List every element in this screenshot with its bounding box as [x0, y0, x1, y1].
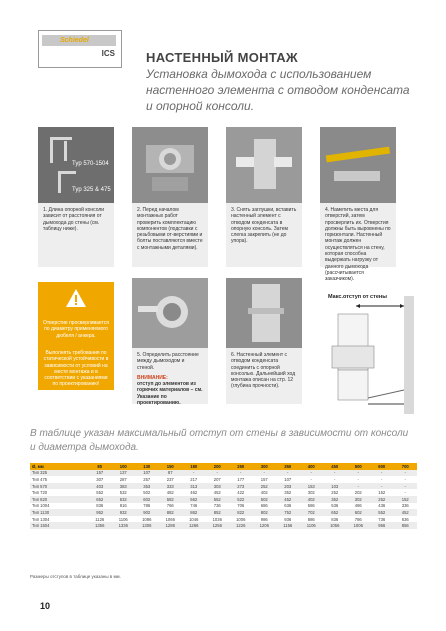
table-cell: 956	[370, 522, 394, 529]
table-cell: 402	[300, 496, 324, 503]
step-4-caption: 4. Наметить места для отверстий, затем просверлить их. Отверстия должны быть выровнены по горизонтали. Настенный монтаж должен осуществляться на стену, которая способна выдержать нагрузку от данного дымохода (рассчитывается заказчиком).	[320, 203, 396, 267]
table-cell: 177	[229, 476, 253, 483]
table-cell: -	[394, 483, 418, 490]
table-cell: 1046	[182, 516, 206, 523]
table-cell: 486	[347, 503, 371, 510]
table-row	[30, 483, 417, 490]
table-cell: 107	[276, 476, 300, 483]
page-title: НАСТЕННЫЙ МОНТАЖ	[146, 50, 298, 65]
table-cell: 752	[276, 509, 300, 516]
table-cell: Тип 570	[30, 483, 88, 490]
wall-distance-diagram	[316, 286, 420, 414]
table-cell: 552	[88, 489, 112, 496]
table-cell: Тип 475	[30, 476, 88, 483]
table-cell: -	[370, 483, 394, 490]
table-cell: 602	[347, 509, 371, 516]
table-cell: 1356	[88, 522, 112, 529]
table-header-cell: 250	[229, 463, 253, 470]
table-cell: 157	[253, 476, 277, 483]
table-cell: 482	[159, 489, 183, 496]
table-cell: 836	[88, 503, 112, 510]
table-cell: -	[394, 476, 418, 483]
table-cell: 152	[394, 496, 418, 503]
table-cell: 153	[300, 483, 324, 490]
photo-label-2: Typ 325 & 475	[72, 187, 111, 193]
table-cell: 652	[323, 509, 347, 516]
table-cell: 902	[135, 509, 159, 516]
table-cell: 1066	[159, 516, 183, 523]
table-cell: 336	[394, 503, 418, 510]
table-cell: -	[323, 470, 347, 477]
table-cell: 1006	[347, 522, 371, 529]
table-cell: 1226	[229, 522, 253, 529]
table-cell: 706	[229, 503, 253, 510]
table-cell: 736	[206, 503, 230, 510]
table-cell: 952	[88, 509, 112, 516]
table-cell: 532	[112, 489, 136, 496]
step-3-caption: 3. Снять заглушки, вставить настенный элемент с отводом конденсата в опорную консоль. Затем слегка закрепить (не до упора).	[226, 203, 302, 267]
chimney-diagram-icon	[316, 286, 420, 414]
photo-consoles	[38, 127, 114, 203]
table-cell: 302	[347, 496, 371, 503]
table-cell: 1286	[159, 522, 183, 529]
table-cell: Тип 820	[30, 496, 88, 503]
table-cell: -	[276, 470, 300, 477]
logo-model: ICS	[101, 49, 115, 58]
table-cell: 452	[394, 509, 418, 516]
table-cell: 273	[229, 483, 253, 490]
table-header-cell: 500	[347, 463, 371, 470]
table-cell: -	[347, 476, 371, 483]
table-header-cell: 300	[253, 463, 277, 470]
table-cell: 237	[159, 476, 183, 483]
table-cell: 1106	[300, 522, 324, 529]
table-cell: 686	[253, 503, 277, 510]
table-cell: Тип 1504	[30, 522, 88, 529]
measure-photo-icon	[132, 278, 208, 348]
table-cell: 746	[182, 503, 206, 510]
warning-icon	[65, 288, 87, 308]
table-cell: 207	[206, 476, 230, 483]
table-cell: 203	[276, 483, 300, 490]
photo-marking	[320, 127, 396, 203]
logo-bar	[42, 35, 116, 46]
table-cell: 936	[276, 516, 300, 523]
console-photo-icon	[38, 127, 114, 203]
table-cell: 1306	[135, 522, 159, 529]
table-cell: 257	[135, 476, 159, 483]
level-photo-icon	[320, 127, 396, 203]
photo-connect	[226, 278, 302, 348]
step-5-warn-title: ВНИМАНИЕ:	[137, 374, 168, 381]
table-cell: 882	[159, 509, 183, 516]
table-cell: 602	[135, 496, 159, 503]
table-header-cell: 700	[394, 463, 418, 470]
table-cell: 932	[112, 509, 136, 516]
table-cell: 87	[159, 470, 183, 477]
insert-photo-icon	[226, 127, 302, 203]
table-cell: Тип 325	[30, 470, 88, 477]
step-6-caption: 6. Настенный элемент с отводом конденсата соединить с опорной консолью. Дальнейший ход монтажа описан на стр. 12 (глубина прочности).	[226, 348, 302, 404]
table-cell: 1106	[112, 516, 136, 523]
table-cell: Тип 1130	[30, 509, 88, 516]
table-cell: 632	[112, 496, 136, 503]
table-cell: 856	[394, 522, 418, 529]
table-cell: 1126	[88, 516, 112, 523]
table-cell: 252	[253, 483, 277, 490]
table-row	[30, 503, 417, 510]
components-photo-icon	[132, 127, 208, 203]
table-cell: -	[300, 470, 324, 477]
table-cell: 287	[112, 476, 136, 483]
table-cell: -	[182, 470, 206, 477]
table-header-cell: 200	[206, 463, 230, 470]
table-header-cell: 450	[323, 463, 347, 470]
table-cell: 1086	[135, 516, 159, 523]
table-header-cell: 100	[112, 463, 136, 470]
table-cell: 452	[276, 496, 300, 503]
brand-logo	[38, 30, 122, 68]
photo-insert-element	[226, 127, 302, 203]
table-cell: -	[347, 470, 371, 477]
table-cell: 333	[159, 483, 183, 490]
warning-text-1: Отверстие просверливается по диаметру применяемого дюбеля / анкера.	[42, 320, 109, 339]
table-cell: 816	[112, 503, 136, 510]
table-row	[30, 516, 417, 523]
table-cell: -	[394, 470, 418, 477]
table-cell: 552	[370, 509, 394, 516]
table-cell: 352	[276, 489, 300, 496]
table-cell: 786	[347, 516, 371, 523]
page-number: 10	[40, 601, 51, 611]
table-cell: 702	[300, 509, 324, 516]
diagram-label: Макс.отступ от стены	[328, 294, 387, 300]
table-cell: 766	[159, 503, 183, 510]
table-header-cell: 400	[300, 463, 324, 470]
warning-panel	[38, 282, 114, 390]
table-cell: 313	[182, 483, 206, 490]
table-header-cell: 600	[370, 463, 394, 470]
table-cell: 1156	[276, 522, 300, 529]
table-cell: 652	[88, 496, 112, 503]
table-cell: 636	[394, 516, 418, 523]
table-footnote: Размеры отступов в таблице указаны в мм.	[30, 574, 121, 579]
step-2-caption: 2. Перед началом монтажных работ проверить комплектацию компонентов (подставки с резьбовыми от-верстиями и болты поставляются вместе с монтажными деталями).	[132, 203, 208, 267]
table-cell: 1336	[112, 522, 136, 529]
table-cell: 353	[135, 483, 159, 490]
table-row	[30, 522, 417, 529]
table-cell: -	[300, 476, 324, 483]
table-cell: -	[347, 483, 371, 490]
table-cell: 157	[88, 470, 112, 477]
photo-measure	[132, 278, 208, 348]
table-cell: 103	[323, 483, 347, 490]
table-cell: 462	[182, 489, 206, 496]
table-cell: 1006	[229, 516, 253, 523]
table-cell: 886	[300, 516, 324, 523]
table-row	[30, 496, 417, 503]
table-cell: 582	[159, 496, 183, 503]
table-cell: 852	[206, 509, 230, 516]
step-5-warn-text: отступ до элементов из горючих материалов – см. Указание по проектированию.	[137, 381, 203, 407]
table-row	[30, 489, 417, 496]
table-cell: 502	[135, 489, 159, 496]
logo-brand: Schiedel	[60, 37, 89, 44]
table-cell: 502	[253, 496, 277, 503]
table-cell: 452	[206, 489, 230, 496]
table-cell: Тип 1304	[30, 516, 88, 523]
table-cell: 1256	[206, 522, 230, 529]
table-header-row	[30, 463, 417, 470]
table-cell: -	[206, 470, 230, 477]
photo-label-1: Typ 570-1504	[72, 161, 109, 167]
table-cell: 986	[253, 516, 277, 523]
table-cell: 562	[182, 496, 206, 503]
table-cell: 383	[112, 483, 136, 490]
table-cell: 736	[370, 516, 394, 523]
table-cell: -	[323, 476, 347, 483]
table-header-cell: 350	[276, 463, 300, 470]
table-cell: 303	[206, 483, 230, 490]
table-header-cell: 80	[88, 463, 112, 470]
table-cell: 536	[323, 503, 347, 510]
table-cell: 522	[229, 496, 253, 503]
table-cell: 402	[253, 489, 277, 496]
table-cell: 202	[347, 489, 371, 496]
table-cell: -	[229, 470, 253, 477]
table-header-cell: Ø, мм	[30, 463, 88, 470]
table-cell: 252	[323, 489, 347, 496]
distance-table	[30, 463, 417, 529]
table-cell: 352	[323, 496, 347, 503]
table-cell: 1036	[206, 516, 230, 523]
table-intro: В таблице указан максимальный отступ от стены в зависимости от консоли и диаметра дымохода.	[30, 428, 409, 453]
step-5-text: 5. Определить расстояние между дымоходом и стеной.	[137, 352, 199, 371]
table-cell: 636	[276, 503, 300, 510]
table-cell: 422	[229, 489, 253, 496]
table-cell: 1206	[253, 522, 277, 529]
step-1-caption: 1. Длина опорной консоли зависит от расстояния от дымохода до стены (см. таблицу ниже).	[38, 203, 114, 267]
table-cell: 836	[323, 516, 347, 523]
table-cell: -	[394, 489, 418, 496]
table-row	[30, 470, 417, 477]
table-cell: 403	[88, 483, 112, 490]
connect-photo-icon	[226, 278, 302, 348]
table-cell: 822	[229, 509, 253, 516]
table-cell: 802	[253, 509, 277, 516]
table-cell: 307	[88, 476, 112, 483]
table-cell: 137	[112, 470, 136, 477]
table-cell: 586	[300, 503, 324, 510]
table-header-cell: 180	[182, 463, 206, 470]
warning-text-2: Выполнять требования по статической устойчивости в зависимости от условий на месте монтажа и в соответствии с указаниями по проектированию!	[43, 350, 109, 388]
table-header-cell: 150	[159, 463, 183, 470]
table-row	[30, 476, 417, 483]
page-subtitle: Установка дымохода с использованием настенного элемента с отводом конденсата и опорной консоли.	[146, 67, 410, 113]
table-cell: Тип 1004	[30, 503, 88, 510]
table-cell: 152	[370, 489, 394, 496]
table-cell: -	[370, 476, 394, 483]
table-header-cell: 130	[135, 463, 159, 470]
table-cell: 1266	[182, 522, 206, 529]
table-cell: -	[253, 470, 277, 477]
table-cell: 786	[135, 503, 159, 510]
table-row	[30, 509, 417, 516]
table-cell: Тип 720	[30, 489, 88, 496]
table-cell: 1056	[323, 522, 347, 529]
table-cell: 552	[206, 496, 230, 503]
table-cell: 252	[370, 496, 394, 503]
table-cell: 107	[135, 470, 159, 477]
table-cell: 862	[182, 509, 206, 516]
table-cell: -	[370, 470, 394, 477]
step-5-caption	[132, 348, 208, 407]
table-cell: 436	[370, 503, 394, 510]
table-cell: 217	[182, 476, 206, 483]
table-cell: 302	[300, 489, 324, 496]
photo-components	[132, 127, 208, 203]
